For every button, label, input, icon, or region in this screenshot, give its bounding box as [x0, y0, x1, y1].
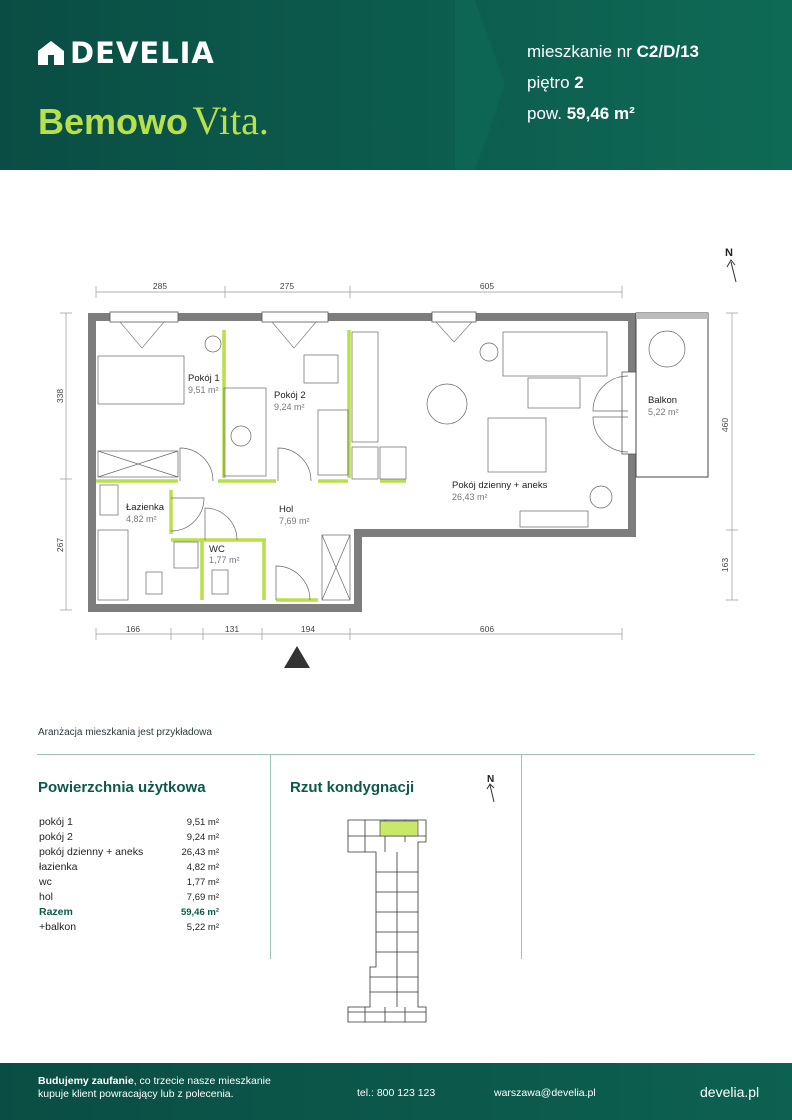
- footer: [0, 1063, 792, 1120]
- develia-logo[interactable]: [38, 36, 215, 70]
- dim-bottom-1: 166: [125, 624, 141, 634]
- north-label: N: [725, 247, 733, 259]
- doors: [171, 376, 628, 600]
- footer-email[interactable]: warszawa@develia.pl: [494, 1087, 596, 1099]
- svg-text:Łazienka: Łazienka: [126, 502, 165, 513]
- dim-bottom-2: 131: [224, 624, 240, 634]
- header-decoration: [455, 0, 525, 170]
- building-floor-plan: [340, 812, 435, 1027]
- svg-text:5,22 m²: 5,22 m²: [648, 407, 679, 417]
- floor-number: 2: [574, 73, 584, 92]
- column-divider-2: [521, 754, 522, 959]
- dimensions-bottom: [96, 628, 622, 640]
- balcony-rail: [636, 313, 708, 319]
- svg-text:26,43 m²: 26,43 m²: [452, 492, 488, 502]
- room-label-hol: [279, 504, 310, 526]
- area-table-row: łazienka 4,82 m²: [39, 861, 219, 873]
- svg-text:N: N: [487, 774, 495, 785]
- area-row: [527, 98, 699, 129]
- svg-text:9,51 m²: 9,51 m²: [188, 385, 219, 395]
- room-label-pokoj-2: [274, 390, 306, 412]
- floor-north-arrow-icon: [480, 772, 504, 804]
- dimensions-left: [60, 313, 72, 610]
- dim-top-1: 285: [152, 281, 168, 291]
- room-label-lazienka: [126, 502, 165, 524]
- exterior-walls: [88, 313, 636, 612]
- dim-left-1: 338: [55, 388, 65, 404]
- dim-bottom-4: 606: [479, 624, 495, 634]
- area-table-balcony-row: +balkon 5,22 m²: [39, 921, 219, 933]
- svg-text:Pokój 1: Pokój 1: [188, 373, 220, 384]
- footer-phone[interactable]: tel.: 800 123 123: [357, 1087, 436, 1099]
- window-sashes: [120, 322, 472, 348]
- logo-text: DEVELIA: [70, 36, 215, 70]
- apartment-info: [527, 36, 699, 129]
- dim-top-3: 605: [479, 281, 495, 291]
- develia-logo-icon: [38, 41, 64, 65]
- apartment-number-row: [527, 36, 699, 67]
- area-table-row: pokój dzienny + aneks 26,43 m²: [39, 846, 219, 858]
- usable-area-table: [39, 815, 219, 935]
- svg-text:9,24 m²: 9,24 m²: [274, 402, 305, 412]
- svg-text:Pokój 2: Pokój 2: [274, 390, 306, 401]
- plant-decorations: [205, 331, 685, 508]
- svg-text:7,69 m²: 7,69 m²: [279, 516, 310, 526]
- floor-plan-title: Rzut kondygnacji: [290, 779, 415, 796]
- usable-area-title: Powierzchnia użytkowa: [38, 779, 206, 796]
- dim-right-2: 163: [720, 557, 730, 573]
- header-banner: [0, 0, 792, 170]
- area-table-row: pokój 1 9,51 m²: [39, 816, 219, 828]
- dimensions-right: [726, 313, 738, 600]
- area-table-total-row: Razem 59,46 m²: [39, 906, 219, 918]
- floor-label: piętro: [527, 73, 570, 92]
- dim-top-2: 275: [279, 281, 295, 291]
- svg-text:Hol: Hol: [279, 504, 294, 515]
- dimensions-top: [96, 286, 622, 298]
- project-name-serif: Vita.: [192, 98, 269, 143]
- arrangement-note: Aranżacja mieszkania jest przykładowa: [38, 727, 212, 738]
- section-divider: [37, 754, 755, 755]
- dim-left-2: 267: [55, 537, 65, 553]
- area-table-row: hol 7,69 m²: [39, 891, 219, 903]
- room-label-wc: [209, 544, 240, 565]
- svg-text:4,82 m²: 4,82 m²: [126, 514, 157, 524]
- project-name: [38, 97, 269, 144]
- highlighted-apartment: [380, 821, 418, 836]
- room-label-pokoj-1: [188, 373, 220, 395]
- dim-bottom-3: 194: [300, 624, 316, 634]
- apartment-floor-plan: [0, 230, 792, 680]
- column-divider-1: [270, 754, 271, 959]
- footer-website[interactable]: develia.pl: [700, 1084, 760, 1100]
- svg-text:Balkon: Balkon: [648, 395, 678, 406]
- apartment-number: C2/D/13: [636, 42, 699, 61]
- floor-row: [527, 67, 699, 98]
- room-label-living: [452, 480, 548, 502]
- dim-right-1: 460: [720, 417, 730, 433]
- entrance-arrow-icon: [284, 646, 310, 668]
- svg-text:1,77 m²: 1,77 m²: [209, 555, 240, 565]
- area-value: 59,46 m²: [566, 104, 635, 123]
- area-table-row: wc 1,77 m²: [39, 876, 219, 888]
- apartment-label: mieszkanie nr: [527, 42, 632, 61]
- north-arrow-icon: [725, 247, 736, 282]
- svg-text:WC: WC: [209, 544, 225, 555]
- area-label: pow.: [527, 104, 562, 123]
- furniture: [98, 332, 607, 600]
- project-name-bold: Bemowo: [38, 101, 189, 142]
- area-table-row: pokój 2 9,24 m²: [39, 831, 219, 843]
- svg-text:Pokój dzienny + aneks: Pokój dzienny + aneks: [452, 480, 548, 491]
- footer-slogan: Budujemy zaufanie, co trzecie nasze mieszkanie kupuje klient powracający lub z polecenia.: [38, 1075, 271, 1100]
